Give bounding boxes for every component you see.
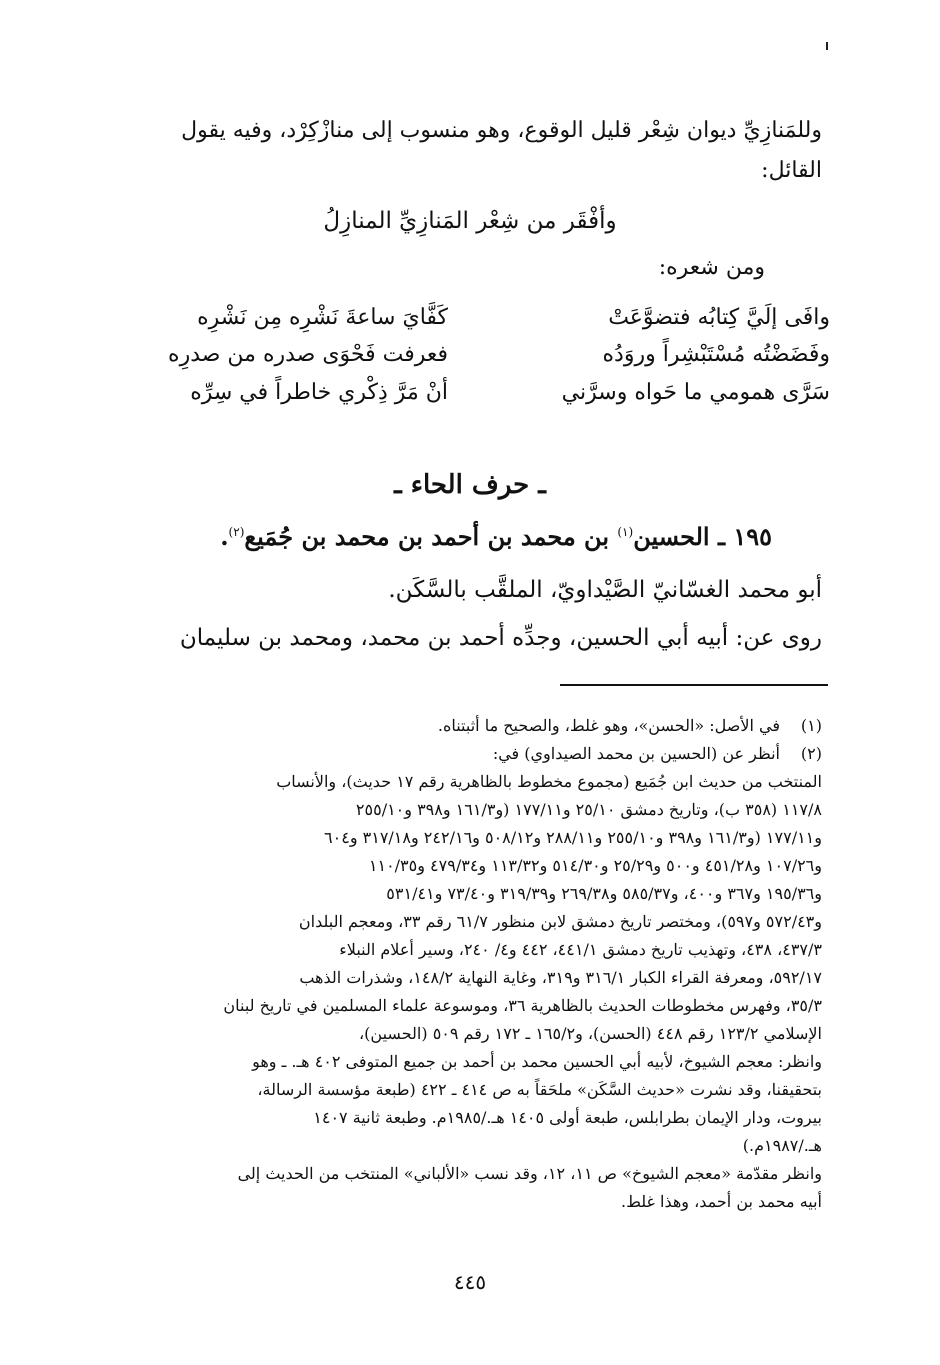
footnote-line: بيروت، ودار الإيمان بطرابلس، طبعة أولى ١٤٠٥ هـ./١٩٨٥م. وطبعة ثانية ١٤٠٧ bbox=[313, 1108, 822, 1127]
verse-3-first-hemistich: سَرَّى همومي ما حَواه وسرَّني bbox=[561, 380, 830, 405]
footnote-line: و١٩٥/٣٦ و٣٦٧ و٤٠٠، و٥٨٥/٣٧ و٢٦٩/٣٨ و٣١٩/٣٩ و٧٣/٤٠ و٥٣١/٤١ bbox=[386, 884, 822, 903]
footnote-line: أبيه محمد بن أحمد، وهذا غلط. bbox=[620, 1192, 822, 1211]
quoted-hemistich: وأفْقَر من شِعْر المَنازِيِّ المنازِلُ bbox=[323, 208, 617, 234]
footnote-line: بتحقيقنا، وقد نشرت «حديث السَّكَن» ملحَقاً به ص ٤١٤ ـ ٤٢٢ (طبعة مؤسسة الرسالة، bbox=[257, 1080, 822, 1099]
entry-title-rest: بن محمد بن أحمد بن محمد بن جُمَيع bbox=[244, 522, 618, 551]
footnote-line: و١٧٧/١١ (و١٦١/٣ و٣٩٨ و٢٥٥/١٠ و٢٨٨/١١ و٥٠٨/١٢ و٢٤٢/١٦ و٣١٧/١٨ و٦٠٤ bbox=[324, 828, 822, 847]
entry-title bbox=[220, 522, 772, 551]
paragraph-diwan-line1: وللمَنازِيِّ ديوان شِعْر قليل الوقوع، وهو منسوب إلى منازْكِرْد، وفيه يقول bbox=[181, 118, 822, 143]
verse-2-first-hemistich: وفَضَضْتُه مُسْتَبْشِراً وروَدُه bbox=[602, 342, 830, 367]
verse-1-second-hemistich: كَفَّايَ ساعةَ نَشْرِه مِن نَشْرِه bbox=[197, 305, 448, 330]
footnote-line: ١١٧/٨ (٣٥٨ ب)، وتاريخ دمشق ٢٥/١٠ و١٧٧/١١ (و١٦١/٣ و٣٩٨ و٢٥٥/١٠ bbox=[355, 800, 822, 819]
footnote-line: الإسلامي ١٢٣/٢ رقم ٤٤٨ (الحسن)، و١٦٥/٢ ـ ١٧٢ رقم ٥٠٩ (الحسين)، bbox=[359, 1024, 822, 1043]
footnote-line: ٣٥/٣، وفهرس مخطوطات الحديث بالظاهرية ٣٦، وموسوعة علماء المسلمين في تاريخ لبنان bbox=[223, 996, 822, 1015]
paragraph-diwan-line2: القائل: bbox=[761, 158, 822, 183]
verse-1-first-hemistich: وافَى إلَيَّ كِتابُه فتضوَّعَتْ bbox=[608, 305, 830, 330]
footnote-line: ٤٣٧/٣، ٤٣٨، وتهذيب تاريخ دمشق ٤٤١/١، ٤٤٢ و٤/ ٢٤٠، وسير أعلام النبلاء bbox=[339, 940, 822, 959]
scan-mark bbox=[826, 42, 828, 50]
verse-2-second-hemistich: فعرفت فَحْوَى صدره من صدرِه bbox=[168, 342, 448, 367]
entry-kunya: أبو محمد الغسّانيّ الصَّيْداويّ، الملقَّب بالسَّكَن. bbox=[388, 577, 822, 603]
footnote-divider bbox=[560, 684, 828, 686]
footnote-line: وانظر: معجم الشيوخ، لأبيه أبي الحسين محمد بن أحمد بن جميع المتوفى ٤٠٢ هـ. ـ وهو bbox=[252, 1052, 822, 1071]
entry-title-main: ١٩٥ ـ الحسين bbox=[633, 522, 772, 551]
footnote-line: ٥٩٢/١٧، ومعرفة القراء الكبار ٣١٦/١ و٣١٩، وغاية النهاية ١٤٨/٢، وشذرات الذهب bbox=[299, 968, 822, 987]
section-heading: ـ حرف الحاء ـ bbox=[394, 470, 546, 500]
footnote-2-text: أنظر عن (الحسين بن محمد الصيداوي) في: bbox=[492, 744, 780, 763]
page-number: ٤٤٥ bbox=[453, 1270, 487, 1294]
verse-3-second-hemistich: أنْ مَرَّ ذِكْري خاطراً في سِرِّه bbox=[190, 380, 448, 405]
footnote-ref-1: (١) bbox=[617, 525, 634, 539]
poetry-intro: ومن شعره: bbox=[658, 255, 765, 280]
footnote-line: وانظر مقدّمة «معجم الشيوخ» ص ١١، ١٢، وقد نسب «الألباني» المنتخب من الحديث إلى bbox=[237, 1164, 822, 1183]
entry-title-end: . bbox=[220, 522, 229, 551]
footnote-2-number: (٢) bbox=[800, 744, 822, 763]
footnote-1-text: في الأصل: «الحسن»، وهو غلط، والصحيح ما أثبتناه. bbox=[437, 716, 780, 735]
entry-narrated-from: روى عن: أبيه أبي الحسين، وجدِّه أحمد بن محمد، ومحمد بن سليمان bbox=[179, 625, 822, 651]
footnote-line: و١٠٧/٢٦ و٤٥١/٢٨ و٥٠٠ و٢٥/٢٩ و٥١٤/٣٠ و١١٣/٣٢ و٤٧٩/٣٤ و١١٠/٣٥ bbox=[368, 856, 822, 875]
footnote-line: هـ./١٩٨٧م.) bbox=[742, 1136, 822, 1155]
footnote-line: المنتخب من حديث ابن جُمَيع (مجموع مخطوط بالظاهرية رقم ١٧ حديث)، والأنساب bbox=[276, 772, 822, 791]
footnote-line: و٥٧٢/٤٣ و٥٩٧)، ومختصر تاريخ دمشق لابن منظور ٦١/٧ رقم ٣٣، ومعجم البلدان bbox=[298, 912, 822, 931]
footnote-1-number: (١) bbox=[800, 716, 822, 735]
footnote-ref-2: (٢) bbox=[228, 525, 245, 539]
